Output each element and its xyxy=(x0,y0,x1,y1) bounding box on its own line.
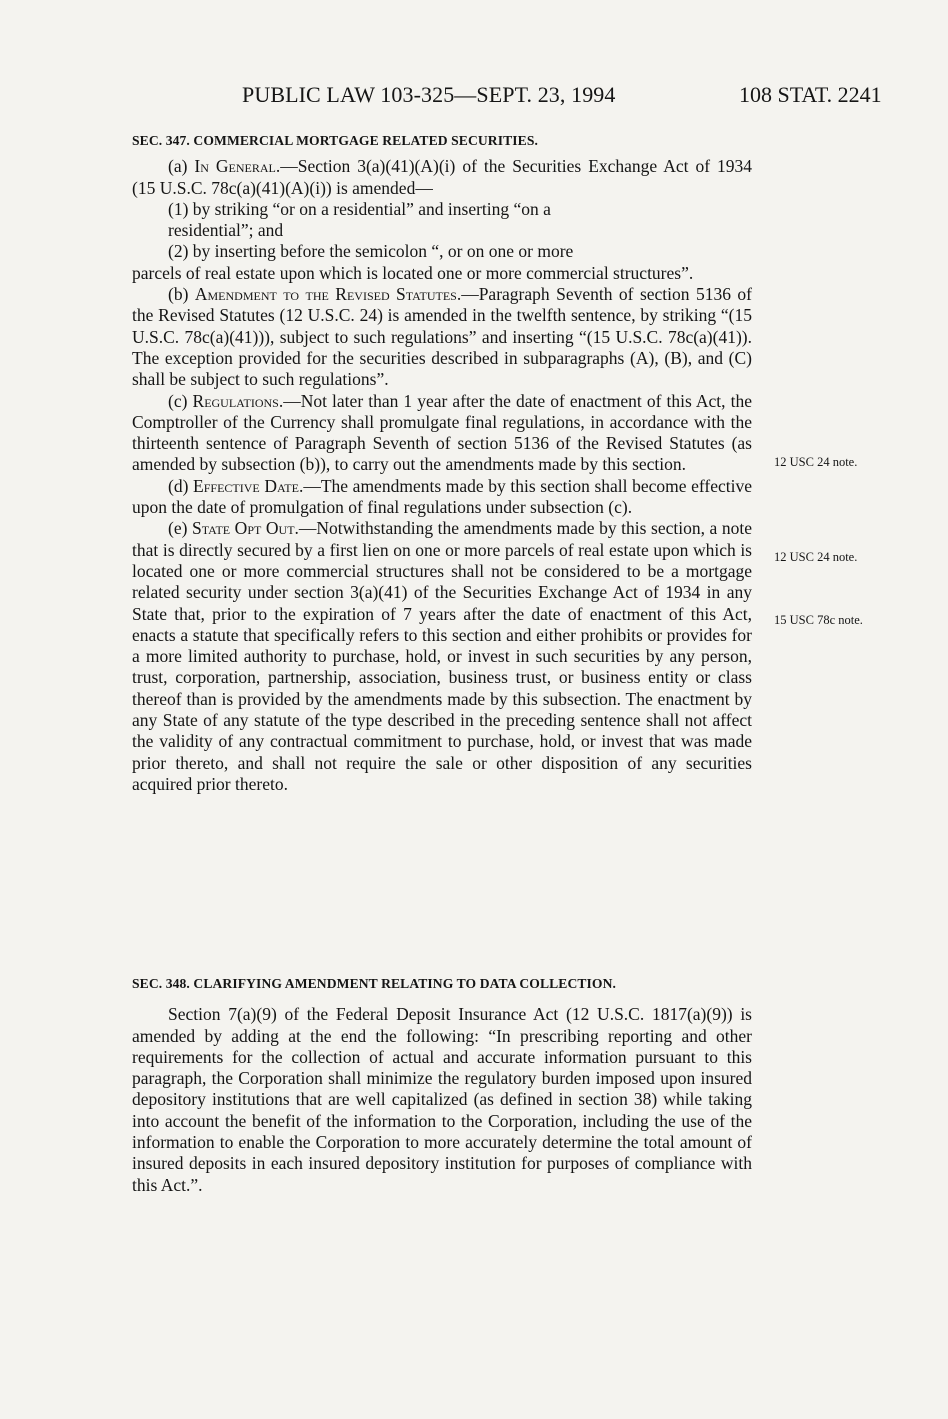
subsection-b-label: (b) xyxy=(168,284,189,305)
subsection-c-label: (c) xyxy=(168,390,188,411)
statute-page-number: 108 STAT. 2241 xyxy=(739,82,882,107)
margin-note-e: 15 USC 78c note. xyxy=(774,613,863,627)
subsection-c-caption: Regulations. xyxy=(192,390,284,411)
margin-note-c: 12 USC 24 note. xyxy=(774,455,858,469)
item-1-line-1: (1) by striking “or on a residential” and inserting “on a xyxy=(168,198,551,219)
subsection-b-caption: Amendment to the Revised Statutes. xyxy=(194,284,462,305)
item-2-rest: parcels of real estate upon which is located one or more commercial structures”. xyxy=(132,262,694,283)
subsection-a-caption: In General. xyxy=(194,156,281,177)
subsection-e-caption: State Opt Out. xyxy=(192,518,299,539)
item-1 xyxy=(132,199,752,220)
section-348-text: Section 7(a)(9) of the Federal Deposit Insurance Act (12 U.S.C. 1817(a)(9)) is amended by adding at the end the following: “In prescribing reporting and other requirements for the collection of actual and accurate information pursuant to this paragraph, the Corporation shall minimize the regulatory burden imposed upon insured depository institutions that are well capitalized (as defined in section 38) while taking into account the benefit of the information to the Corporation, including the use of the information to enable the Corporation to more accurately determine the total amount of insured deposits in each insured depository institution for purposes of compliance with this Act.”. xyxy=(132,1004,752,1195)
subsection-d-label: (d) xyxy=(168,475,189,496)
item-1-line-2: residential”; and xyxy=(168,220,284,241)
item-2-line-1: (2) by inserting before the semicolon “, or on one or more xyxy=(168,241,574,262)
subsection-d xyxy=(132,476,752,519)
subsection-b-text: —Paragraph Seventh of section 5136 of the Revised Statutes (12 U.S.C. 24) is amended in the twelfth sentence, by striking “(15 U.S.C. 78c(a)(41))), subject to such regulations” and inserting “(15 U.S.C. 78c(a)(41)). The exception provided for the securities described in subparagraphs (A), (B), and (C) shall be subject to such regulations”. xyxy=(132,284,752,390)
subsection-a-label: (a) xyxy=(168,156,188,177)
subsection-e-text: —Notwithstanding the amendments made by this section, a note that is directly secured by a first lien on one or more parcels of real estate upon which is located one or more commercial structures shall not be considered to be a mortgage related security under section 3(a)(41) of the Securities Exchange Act of 1934 in any State that, prior to the expiration of 7 years after the date of enactment of this Act, enacts a statute that specifically refers to this section and either prohibits or provides for a more limited authority to purchase, hold, or invest in such securities by any person, trust, corporation, partnership, association, business trust, or business entity or class thereof than is provided by the amendments made by this subsection. The enactment by any State of any statute of the type described in the preceding sentence shall not affect the validity of any contractual commitment to purchase, hold, or invest that was made prior thereto, and shall not require the sale or other disposition of any securities acquired prior thereto. xyxy=(132,518,753,794)
subsection-a-text: —Section 3(a)(41)(A)(i) of the Securities Exchange Act of 1934 (15 U.S.C. 78c(a)(41)(A)(i)) is amended— xyxy=(132,156,753,198)
subsection-a xyxy=(132,156,752,199)
section-347-heading: SEC. 347. COMMERCIAL MORTGAGE RELATED SECURITIES. xyxy=(132,133,539,148)
subsection-d-text: —The amendments made by this section shall become effective upon the date of promulgation of final regulations under subsection (c). xyxy=(132,475,753,518)
subsection-e xyxy=(132,518,752,795)
margin-note-d: 12 USC 24 note. xyxy=(774,550,858,564)
subsection-c xyxy=(132,391,752,476)
running-head: PUBLIC LAW 103-325—SEPT. 23, 1994 xyxy=(242,82,616,107)
item-1-cont xyxy=(168,220,752,241)
section-348-heading: SEC. 348. CLARIFYING AMENDMENT RELATING TO DATA COLLECTION. xyxy=(132,976,617,991)
subsection-e-label: (e) xyxy=(168,518,188,539)
section-347 xyxy=(132,130,752,795)
subsection-b xyxy=(132,284,752,390)
subsection-d-caption: Effective Date. xyxy=(193,475,304,496)
subsection-c-text: —Not later than 1 year after the date of enactment of this Act, the Comptroller of the Currency shall promulgate final regulations, in accordance with the thirteenth sentence of Paragraph Seventh of section 5136 of the Revised Statutes (as amended by subsection (b)), to carry out the amendments made by this section. xyxy=(132,390,752,475)
item-2-cont xyxy=(132,263,752,284)
section-348 xyxy=(132,973,752,1196)
item-2 xyxy=(132,241,752,262)
